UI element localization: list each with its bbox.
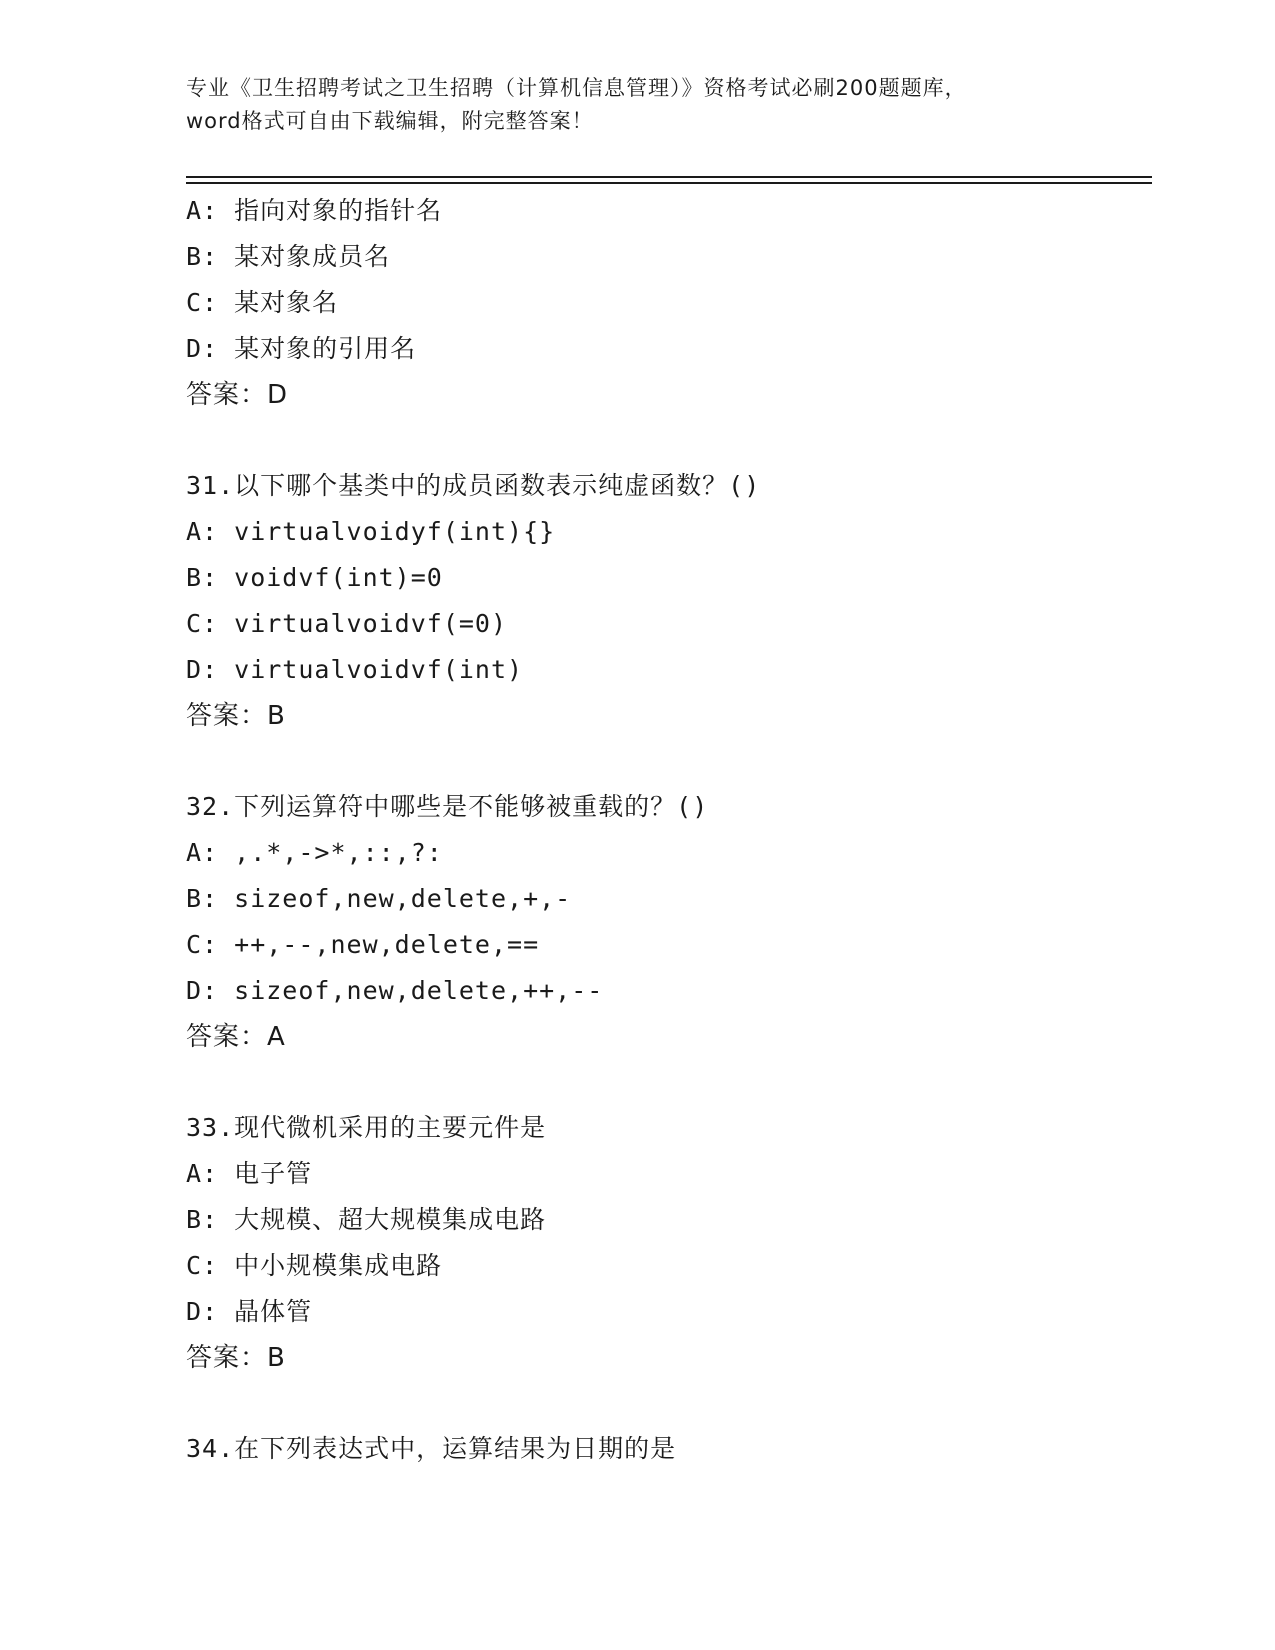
- option-b: B: 大规模、超大规模集成电路: [186, 1205, 547, 1234]
- option-a: A: 电子管: [186, 1159, 313, 1188]
- question-text: 31.以下哪个基类中的成员函数表示纯虚函数？(): [186, 471, 761, 500]
- answer-line: 答案：A: [186, 1022, 286, 1052]
- option-d: D: sizeof,new,delete,++,--: [186, 976, 604, 1005]
- option-d: D: 晶体管: [186, 1297, 313, 1326]
- question-text: 33.现代微机采用的主要元件是: [186, 1113, 547, 1142]
- option-c: C: 某对象名: [186, 288, 339, 317]
- question-text: 32.下列运算符中哪些是不能够被重载的？(): [186, 792, 709, 821]
- option-c: C: virtualvoidvf(=0): [186, 609, 508, 638]
- document-header: [186, 72, 1086, 138]
- question-text: 34.在下列表达式中，运算结果为日期的是: [186, 1434, 677, 1463]
- header-divider-top: [186, 176, 1152, 178]
- option-b: B: 某对象成员名: [186, 242, 391, 271]
- header-line-2: word格式可自由下载编辑，附完整答案！: [186, 109, 594, 133]
- header-divider-bottom: [186, 182, 1152, 184]
- option-c: C: 中小规模集成电路: [186, 1251, 443, 1280]
- option-b: B: sizeof,new,delete,+,-: [186, 884, 572, 913]
- option-a: A: virtualvoidyf(int){}: [186, 517, 556, 546]
- option-c: C: ++,--,new,delete,==: [186, 930, 540, 959]
- option-d: D: 某对象的引用名: [186, 334, 417, 363]
- option-d: D: virtualvoidvf(int): [186, 655, 524, 684]
- question-block-31: [186, 463, 1146, 739]
- option-a: A: 指向对象的指针名: [186, 196, 443, 225]
- header-line-1: 专业《卫生招聘考试之卫生招聘（计算机信息管理）》资格考试必刷200题题库，: [186, 76, 967, 100]
- answer-line: 答案：D: [186, 380, 289, 410]
- option-b: B: voidvf(int)=0: [186, 563, 443, 592]
- question-block-33: [186, 1105, 1146, 1381]
- option-a: A: ,.*,->*,::,?:: [186, 838, 443, 867]
- answer-line: 答案：B: [186, 701, 286, 731]
- answer-line: 答案：B: [186, 1343, 286, 1373]
- question-block-30: [186, 188, 1146, 418]
- question-block-34: [186, 1426, 1146, 1472]
- question-block-32: [186, 784, 1146, 1060]
- question-list: [186, 188, 1146, 1472]
